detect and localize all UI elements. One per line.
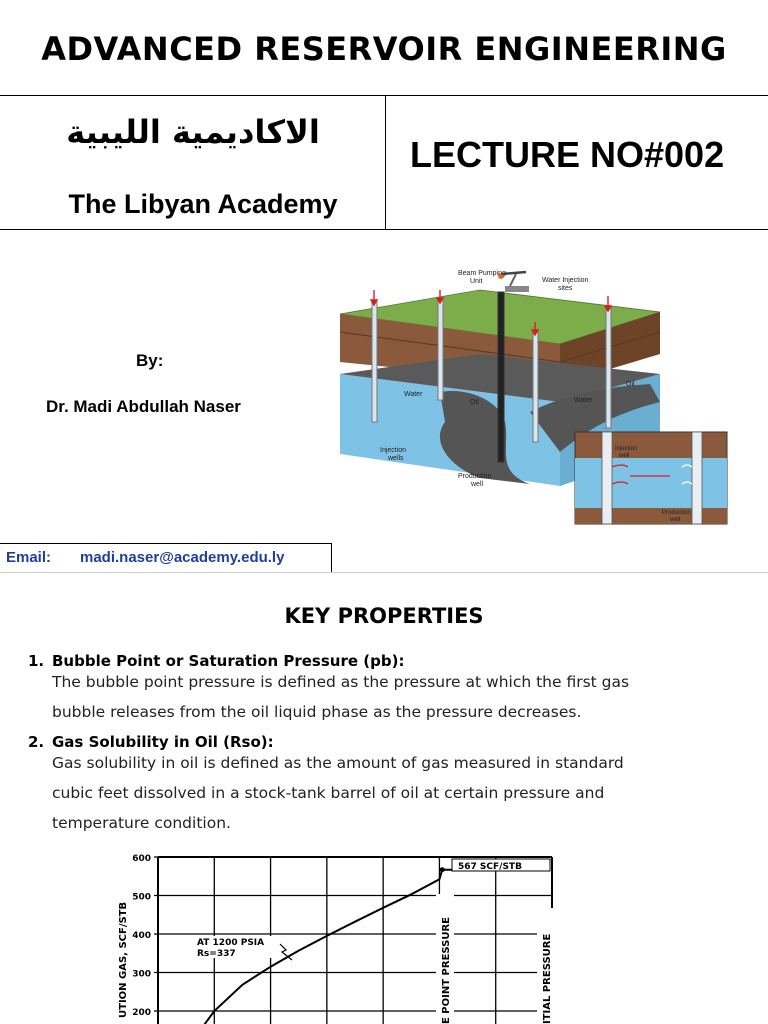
inset-label-injection: Injection bbox=[615, 446, 638, 452]
property-1-description bbox=[52, 667, 662, 727]
author-name: Dr. Madi Abdullah Naser bbox=[46, 397, 241, 416]
injection-well-2 bbox=[438, 300, 443, 400]
waterflood-diagram bbox=[330, 262, 730, 527]
rs-annotation: Rs=337 bbox=[197, 949, 236, 959]
course-title: ADVANCED RESERVOIR ENGINEERING bbox=[41, 30, 727, 68]
y-tick-label: 600 bbox=[132, 854, 151, 864]
title-banner bbox=[0, 0, 768, 96]
bubble-point-label: E POINT PRESSURE bbox=[441, 916, 452, 1024]
bubble-point-marker bbox=[440, 867, 445, 872]
label-oil-center: Oil bbox=[470, 399, 479, 406]
label-unit: Unit bbox=[470, 278, 483, 285]
property-2-line-2: cubic feet dissolved in a stock-tank barrel of oil at certain pressure and bbox=[52, 784, 605, 802]
email-label: Email: bbox=[6, 549, 52, 566]
property-1-line-2: bubble releases from the oil liquid phase as the pressure decreases. bbox=[52, 703, 582, 721]
production-well bbox=[498, 292, 504, 462]
email-link[interactable]: madi.naser@academy.edu.ly bbox=[80, 549, 285, 566]
property-2-description bbox=[52, 748, 662, 838]
section-heading: KEY PROPERTIES bbox=[284, 604, 484, 628]
label-well: well bbox=[471, 481, 484, 488]
label-wells: wells bbox=[388, 455, 404, 462]
by-label: By: bbox=[136, 351, 164, 370]
injection-well-4 bbox=[606, 308, 611, 428]
property-2-title-text: Gas Solubility in Oil (Rso): bbox=[52, 733, 274, 751]
property-1-title-text: Bubble Point or Saturation Pressure (pb): bbox=[52, 652, 405, 670]
chart-ticks bbox=[132, 854, 151, 1018]
inset-label-well: well bbox=[619, 453, 630, 459]
inset-label-production-well: well bbox=[670, 517, 681, 523]
initial-pressure-label: ITIAL PRESSURE bbox=[542, 933, 553, 1024]
condition-annotation: AT 1200 PSIA bbox=[197, 938, 265, 948]
label-sites: sites bbox=[558, 285, 573, 292]
label-water-right: Water bbox=[574, 397, 593, 404]
property-2-number: 2. bbox=[28, 733, 45, 751]
label-water-left: Water bbox=[404, 391, 423, 398]
property-1-line-1: The bubble point pressure is defined as the pressure at which the first gas bbox=[52, 673, 630, 691]
y-tick-label: 200 bbox=[132, 1008, 151, 1018]
max-value-annotation: 567 SCF/STB bbox=[458, 862, 522, 872]
label-beam-pumping: Beam Pumping bbox=[458, 270, 506, 277]
injection-well-1 bbox=[372, 302, 377, 422]
page-separator bbox=[0, 572, 768, 573]
y-tick-label: 400 bbox=[132, 931, 151, 941]
property-1-number: 1. bbox=[28, 652, 45, 670]
injection-well-3 bbox=[533, 332, 538, 442]
label-water-injection: Water Injection bbox=[542, 277, 589, 284]
solution-gas-chart bbox=[110, 848, 570, 1024]
academy-name: The Libyan Academy bbox=[68, 189, 338, 219]
label-injection: Injection bbox=[380, 447, 407, 454]
divider bbox=[386, 229, 768, 230]
property-2-line-3: temperature condition. bbox=[52, 814, 231, 832]
academy-name-arabic: الاكاديمية الليبية bbox=[66, 113, 320, 151]
y-tick-label: 500 bbox=[132, 892, 151, 903]
y-axis-label: UTION GAS, SCF/STB bbox=[118, 901, 129, 1018]
diagram-inset bbox=[575, 432, 727, 524]
inset-label-production: Production bbox=[662, 510, 691, 516]
label-production: Production bbox=[458, 473, 492, 480]
property-2-line-1: Gas solubility in oil is defined as the amount of gas measured in standard bbox=[52, 754, 624, 772]
lecture-number: LECTURE NO#002 bbox=[410, 134, 725, 175]
label-oil-right: Oil bbox=[626, 381, 635, 388]
y-tick-label: 300 bbox=[132, 969, 151, 980]
